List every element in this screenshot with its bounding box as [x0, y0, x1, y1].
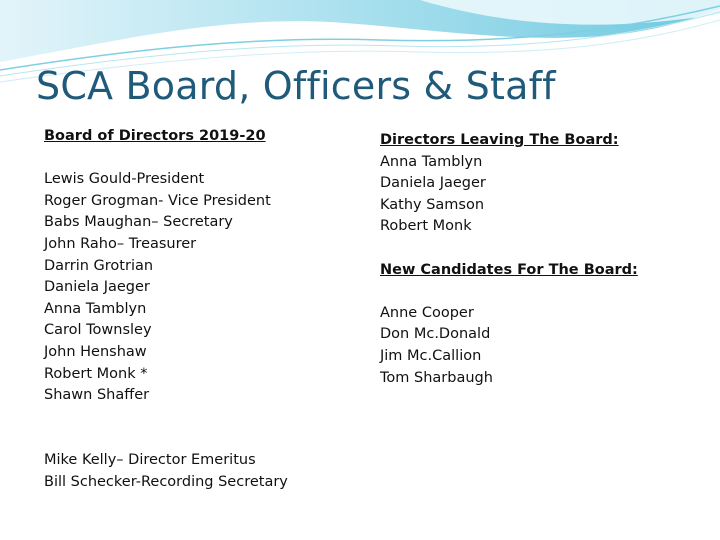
board-candidate: Anne Cooper	[380, 304, 474, 321]
leaving-director: Anna Tamblyn	[380, 153, 483, 170]
board-member: John Henshaw	[44, 343, 147, 360]
board-member: Carol Townsley	[44, 322, 152, 339]
board-member: Darrin Grotrian	[44, 257, 154, 274]
board-candidate: Tom Sharbaugh	[380, 369, 493, 386]
board-member: Babs Maughan– Secretary	[44, 214, 233, 231]
board-heading: Board of Directors 2019-20	[44, 128, 266, 144]
board-member: Daniela Jaeger	[44, 279, 150, 296]
board-member: Robert Monk *	[44, 365, 148, 382]
leaving-heading: Directors Leaving The Board:	[380, 132, 619, 148]
leaving-director: Kathy Samson	[380, 196, 485, 213]
board-member: John Raho– Treasurer	[44, 235, 197, 252]
staff-member: Bill Schecker-Recording Secretary	[44, 473, 288, 490]
leaving-director: Daniela Jaeger	[380, 175, 486, 192]
candidates-heading: New Candidates For The Board:	[380, 261, 638, 278]
staff-member: Mike Kelly– Director Emeritus	[44, 451, 256, 468]
board-member: Roger Grogman- Vice President	[44, 192, 271, 209]
board-changes-column	[380, 130, 638, 389]
leaving-director: Robert Monk	[380, 218, 472, 235]
board-member: Lewis Gould-President	[44, 171, 205, 188]
slide-title: SCA Board, Officers & Staff	[36, 64, 556, 108]
board-member: Shawn Shaffer	[44, 387, 150, 404]
board-candidate: Don Mc.Donald	[380, 326, 491, 343]
board-of-directors-column	[44, 126, 288, 493]
board-candidate: Jim Mc.Callion	[380, 347, 482, 364]
board-member: Anna Tamblyn	[44, 300, 147, 317]
